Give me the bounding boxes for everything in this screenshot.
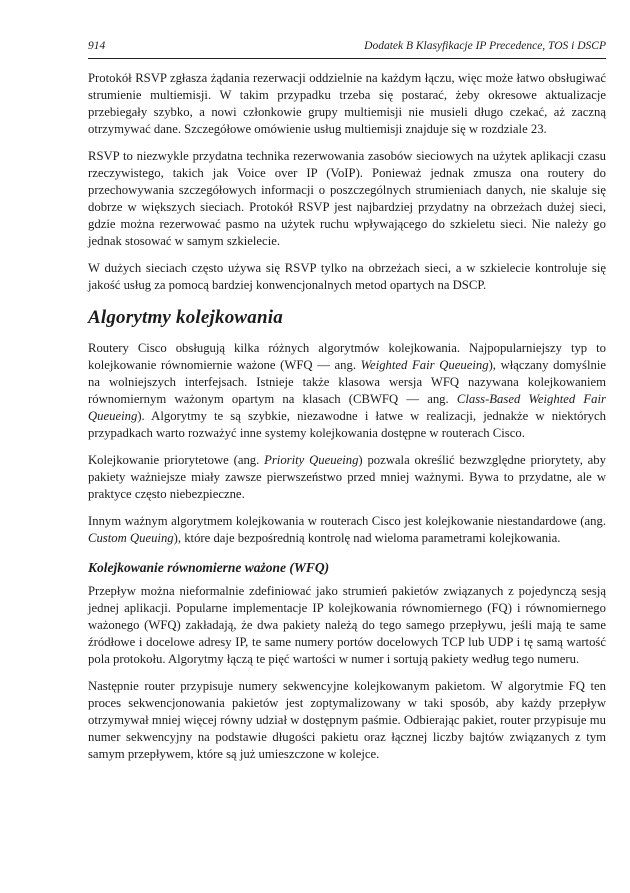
text-run: ). Algorytmy te są szybkie, niezawodne i łatwe w realizacji, jednakże w niektórych przypadkach warto rozważyć inne systemy kolejkowania dostępne w routerach Cisco. (88, 409, 606, 440)
italic-term: Priority Queueing (264, 453, 359, 467)
page-number: 914 (88, 40, 106, 52)
text-run: Kolejkowanie priorytetowe (ang. (88, 453, 265, 467)
paragraph: RSVP to niezwykle przydatna technika rezerwowania zasobów sieciowych na użytek aplikacji czasu rzeczywistego, takich jak Voice over IP (VoIP). Ponieważ jednak zmusza ona routery do przechowywania szczegółowych informacji o poszczególnych strumieniach danych, nie skaluje się dobrze w większych sieciach. Protokół RSVP jest najbardziej przydatny na obrzeżach dużej sieci, gdzie można rezerwować pasmo na użytek ruchu wpływającego do szkieletu sieci. Nie należy go jednak stosować w samym szkielecie. (88, 149, 606, 248)
italic-term: Weighted Fair Queueing (360, 358, 489, 372)
text-run: Innym ważnym algorytmem kolejkowania w routerach Cisco jest kolejkowanie niestandardowe (ang. (88, 514, 606, 528)
italic-term: Custom Queuing (88, 531, 174, 545)
running-title: Dodatek B Klasyfikacje IP Precedence, TOS i DSCP (364, 40, 606, 52)
subsection-heading: Kolejkowanie równomierne ważone (WFQ) (88, 560, 330, 575)
text-run: ), włączany domyślnie na wolniejszych interfejsach. Istnieje także klasowa wersja WFQ nazywana kolejkowaniem równomiernym ważonym opartym na klasach (CBWFQ — ang. (88, 358, 606, 406)
paragraph: Przepływ można nieformalnie zdefiniować jako strumień pakietów związanych z pojedynczą sesją jednej aplikacji. Popularne implementacje IP kolejkowania równomiernego (FQ) i równomiernego ważonego (WFQ) zakładają, że dwa pakiety należą do tego samego przepływu, jeśli mają te same źródłowe i docelowe adresy IP, te same numery portów docelowych TCP lub UDP i tę samą wartość pola protokołu. Algorytmy łączą te pięć wartości w numer i sortują pakiety według tego numeru. (88, 584, 606, 666)
page-body (88, 70, 606, 773)
paragraph: Protokół RSVP zgłasza żądania rezerwacji oddzielnie na każdym łączu, więc może łatwo obsługiwać strumienie multiemisji. W takim przypadku trzeba się postarać, żeby okresowe aktualizacje przebiegały szybko, a nowi członkowie grupy multiemisji nie musieli długo czekać, aż zaczną otrzymywać dane. Szczegółowe omówienie usług multiemisji znajduje się w rozdziale 23. (88, 71, 606, 136)
paragraph (88, 513, 606, 547)
paragraph: W dużych sieciach często używa się RSVP tylko na obrzeżach sieci, a w szkielecie kontroluje się jakość usług za pomocą bardziej konwencjonalnych metod opartych na DSCP. (88, 261, 606, 292)
paragraph (88, 452, 606, 503)
italic-term: Class-Based Weighted Fair Queueing (88, 392, 606, 423)
text-run: ) pozwala określić bezwzględne priorytety, aby pakiety ważniejsze miały zawsze pierwszeństwo przed mniej ważnymi. Bywa to przydatne, ale w praktyce często niebezpieczne. (88, 453, 606, 501)
text-run: ), które daje bezpośrednią kontrolę nad wieloma parametrami kolejkowania. (173, 531, 561, 545)
running-header (88, 38, 606, 59)
text-run: Routery Cisco obsługują kilka różnych algorytmów kolejkowania. Najpopularniejszy typ to kolejkowanie równomiernie ważone (WFQ — ang. (88, 341, 606, 372)
paragraph (88, 340, 606, 442)
section-heading: Algorytmy kolejkowania (88, 307, 283, 328)
paragraph: Następnie router przypisuje numery sekwencyjne kolejkowanym pakietom. W algorytmie FQ ten proces sekwencjonowania pakietów jest zoptymalizowany w taki sposób, aby każdy przepływ otrzymywał mniej więcej równy udział w dostępnym paśmie. Odbierając pakiet, router przypisuje mu numer sekwencyjny na podstawie długości pakietu oraz łącznej liczby bajtów związanych z tym samym przepływem, które są już umieszczone w kolejce. (88, 679, 606, 761)
